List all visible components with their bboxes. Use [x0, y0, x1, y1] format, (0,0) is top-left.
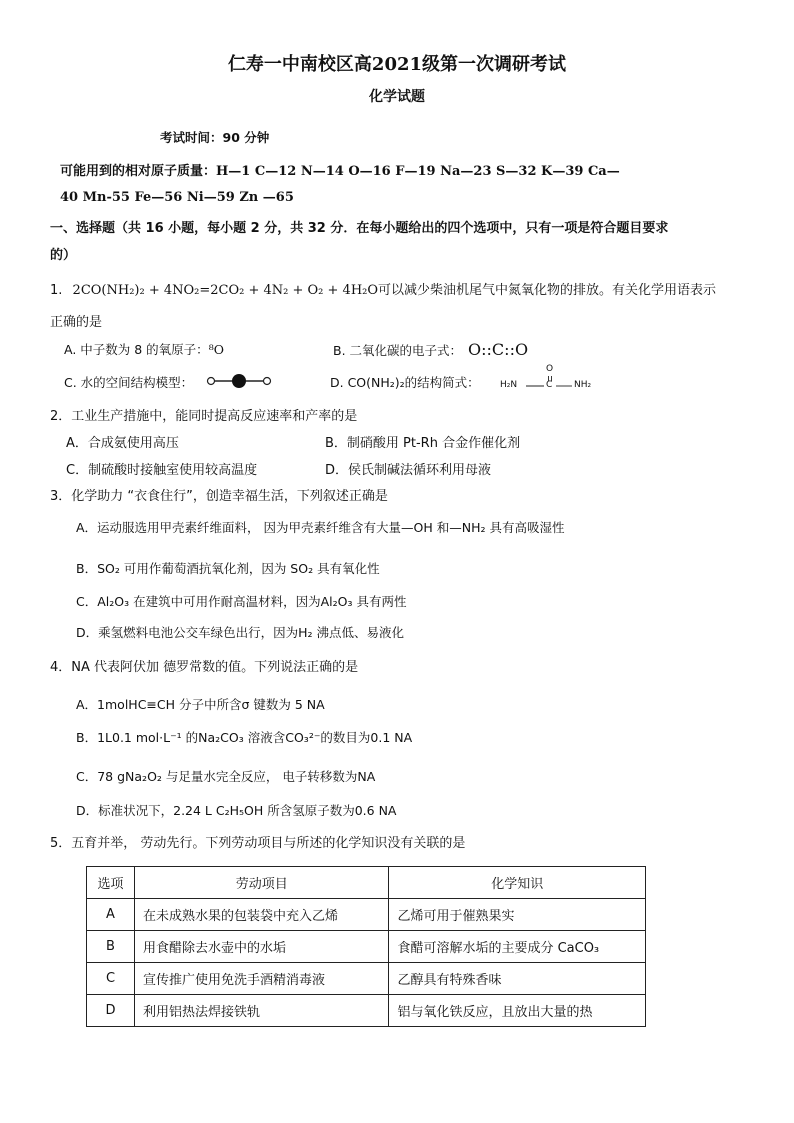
- question-3-option-c: C．Al₂O₃ 在建筑中可用作耐高温材料，因为Al₂O₃ 具有两性: [76, 594, 407, 609]
- table-cell-option: B: [87, 931, 135, 963]
- oxygen-isotope-symbol: ⁸O: [208, 342, 224, 357]
- table-cell-knowledge: 乙烯可用于催熟果实: [389, 899, 646, 931]
- question-4-option-b: B．1L0.1 mol·L⁻¹ 的Na₂CO₃ 溶液含CO₃²⁻的数目为0.1 NA: [76, 730, 413, 745]
- exam-time: 考试时间：90 分钟: [160, 130, 270, 145]
- structure-left-group: H₂N: [500, 380, 518, 390]
- question-1-stem-tail: 可以减少柴油机尾气中氮氧化物的排放。有关化学用语表示: [378, 283, 717, 298]
- question-5-stem: 5．五育并举， 劳动先行。下列劳动项目与所述的化学知识没有关联的是: [50, 836, 466, 851]
- atomic-mass-line-1: 可能用到的相对原子质量：H—1 C—12 N—14 O—16 F—19 Na—23 S—32 K—39 Ca—: [60, 164, 620, 179]
- question-3-option-a: A．运动服选用甲壳素纤维面料， 因为甲壳素纤维含有大量—OH 和—NH₂ 具有高吸湿性: [76, 520, 565, 535]
- question-number: 1.: [50, 283, 63, 298]
- table-header-cell: 化学知识: [389, 867, 646, 899]
- table-cell-activity: 宣传推广使用免洗手酒精消毒液: [134, 963, 388, 995]
- question-1-stem-line-2: 正确的是: [50, 315, 103, 330]
- question-2-stem: 2．工业生产措施中，能同时提高反应速率和产率的是: [50, 409, 358, 424]
- atomic-mass-line-2: 40 Mn-55 Fe—56 Ni—59 Zn —65: [60, 190, 294, 205]
- page-subtitle: 化学试题: [369, 89, 425, 105]
- table-cell-activity: 用食醋除去水壶中的水垢: [134, 931, 388, 963]
- question-4-option-a: A．1molHC≡CH 分子中所含σ 键数为 5 NA: [76, 697, 325, 712]
- question-1-stem: [50, 279, 716, 298]
- table-header-cell: 劳动项目: [134, 867, 388, 899]
- question-5-table: [86, 866, 646, 1027]
- table-cell-knowledge: 乙醇具有特殊香味: [389, 963, 646, 995]
- table-cell-activity: 在未成熟水果的包装袋中充入乙烯: [134, 899, 388, 931]
- question-4-option-d: D．标准状况下，2.24 L C₂H₅OH 所含氢原子数为0.6 NA: [76, 803, 397, 818]
- table-row: [87, 995, 646, 1027]
- question-2-option-d: D．侯氏制碱法循环利用母液: [325, 463, 492, 478]
- structure-oxygen: O: [546, 364, 554, 374]
- table-cell-knowledge: 食醋可溶解水垢的主要成分 CaCO₃: [389, 931, 646, 963]
- structure-carbon: C: [546, 380, 553, 390]
- section-heading-line-1: 一、选择题（共 16 小题，每小题 2 分，共 32 分．在每小题给出的四个选项中，只有一项是符合题目要求: [50, 221, 669, 236]
- question-1-option-d: [330, 373, 480, 391]
- section-heading-line-2: 的）: [50, 248, 77, 263]
- page-title: 仁寿一中南校区高2021级第一次调研考试: [227, 54, 567, 75]
- question-3-option-d: D．乘氢燃料电池公交车绿色出行，因为H₂ 沸点低、易液化: [76, 625, 405, 640]
- question-3-stem: 3．化学助力 “衣食住行”，创造幸福生活，下列叙述正确是: [50, 489, 388, 504]
- table-cell-option: A: [87, 899, 135, 931]
- table-row: [87, 963, 646, 995]
- option-b-text: B. 二氧化碳的电子式：: [333, 343, 463, 358]
- table-row: [87, 899, 646, 931]
- table-cell-activity: 利用铝热法焊接铁轨: [134, 995, 388, 1027]
- table-header-cell: 选项: [87, 867, 135, 899]
- option-d-text: D. CO(NH₂)₂的结构简式：: [330, 375, 480, 390]
- co2-electron-formula: O::C::O: [468, 340, 529, 359]
- structure-right-group: NH₂: [574, 380, 592, 390]
- table-cell-knowledge: 铝与氧化铁反应，且放出大量的热: [389, 995, 646, 1027]
- question-2-option-b: B．制硝酸用 Pt-Rh 合金作催化剂: [325, 436, 521, 451]
- option-c-text: C. 水的空间结构模型：: [64, 375, 194, 390]
- table-row: [87, 931, 646, 963]
- water-ball-stick-model-icon: [205, 372, 273, 390]
- reaction-equation: 2CO(NH₂)₂ + 4NO₂=2CO₂ + 4N₂ + O₂ + 4H₂O: [72, 283, 379, 298]
- question-2-option-a: A．合成氨使用高压: [66, 436, 179, 451]
- table-cell-option: C: [87, 963, 135, 995]
- option-a-text: A. 中子数为 8 的氧原子：: [64, 342, 209, 357]
- table-cell-option: D: [87, 995, 135, 1027]
- question-4-option-c: C．78 gNa₂O₂ 与足量水完全反应， 电子转移数为NA: [76, 769, 376, 784]
- question-1-option-a: [64, 340, 224, 358]
- question-4-stem: 4．NA 代表阿伏加 德罗常数的值。下列说法正确的是: [50, 660, 359, 675]
- question-1-option-c: [64, 373, 193, 391]
- table-header-row: [87, 867, 646, 899]
- question-2-option-c: C．制硫酸时接触室使用较高温度: [66, 463, 258, 478]
- question-3-option-b: B．SO₂ 可用作葡萄酒抗氧化剂，因为 SO₂ 具有氧化性: [76, 561, 380, 576]
- question-1-option-b: [333, 340, 528, 359]
